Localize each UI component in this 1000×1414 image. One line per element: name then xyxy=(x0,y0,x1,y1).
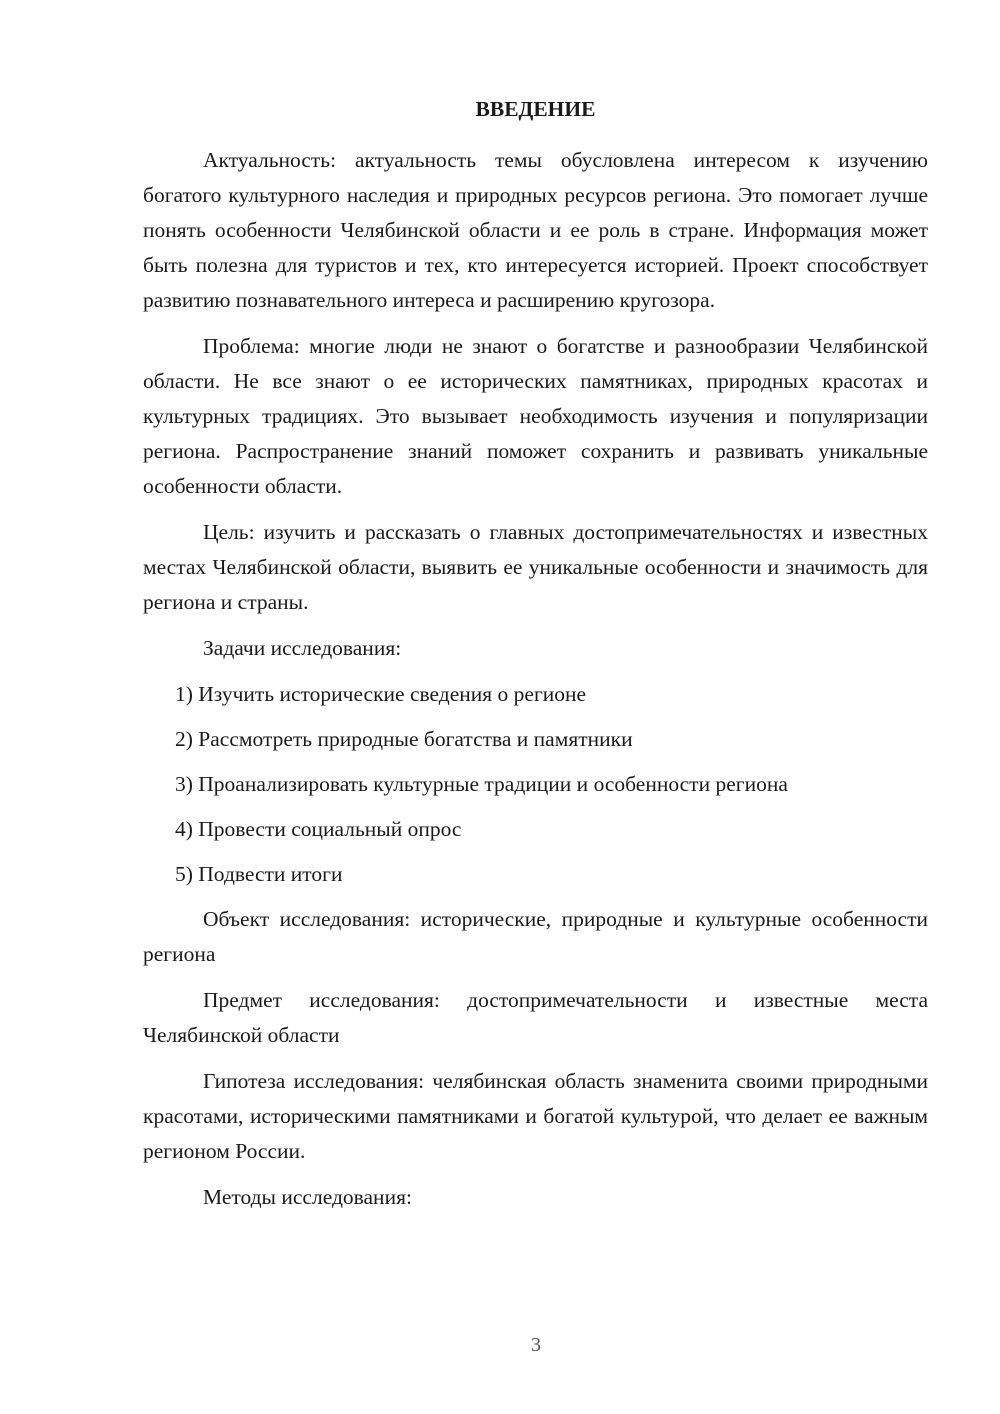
document-page xyxy=(143,92,928,1226)
list-item: 5) Подвести итоги xyxy=(175,862,343,886)
list-item: 3) Проанализировать культурные традиции и особенности региона xyxy=(175,772,788,796)
goal-paragraph: Цель: изучить и рассказать о главных достопримечательностях и известных местах Челябинской области, выявить ее уникальные особенности и значимость для региона и страны. xyxy=(143,520,928,614)
list-item: 1) Изучить исторические сведения о регионе xyxy=(175,682,587,706)
relevance-paragraph: Актуальность: актуальность темы обусловлена интересом к изучению богатого культурного наследия и природных ресурсов региона. Это помогает лучше понять особенности Челябинской области и ее роль в стране. Информация может быть полезна для туристов и тех, кто интересуется историей. Проект способствует развитию познавательного интереса и расширению кругозора. xyxy=(143,148,928,312)
page-title: ВВЕДЕНИЕ xyxy=(475,97,596,121)
hypothesis-paragraph: Гипотеза исследования: челябинская область знаменита своими природными красотами, историческими памятниками и богатой культурой, что делает ее важным регионом России. xyxy=(143,1069,928,1163)
object-paragraph: Объект исследования: исторические, природные и культурные особенности региона xyxy=(143,907,928,966)
list-item: 4) Провести социальный опрос xyxy=(175,817,462,841)
page-number: 3 xyxy=(531,1334,541,1356)
tasks-list xyxy=(143,677,928,892)
problem-paragraph: Проблема: многие люди не знают о богатстве и разнообразии Челябинской области. Не все знают о ее исторических памятниках, природных красотах и культурных традициях. Это вызывает необходимость изучения и популяризации региона. Распространение знаний поможет сохранить и развивать уникальные особенности области. xyxy=(143,334,928,498)
list-item: 2) Рассмотреть природные богатства и памятники xyxy=(175,727,633,751)
tasks-heading: Задачи исследования: xyxy=(203,636,402,660)
methods-heading: Методы исследования: xyxy=(203,1185,412,1209)
subject-paragraph: Предмет исследования: достопримечательности и известные места Челябинской области xyxy=(143,988,928,1047)
